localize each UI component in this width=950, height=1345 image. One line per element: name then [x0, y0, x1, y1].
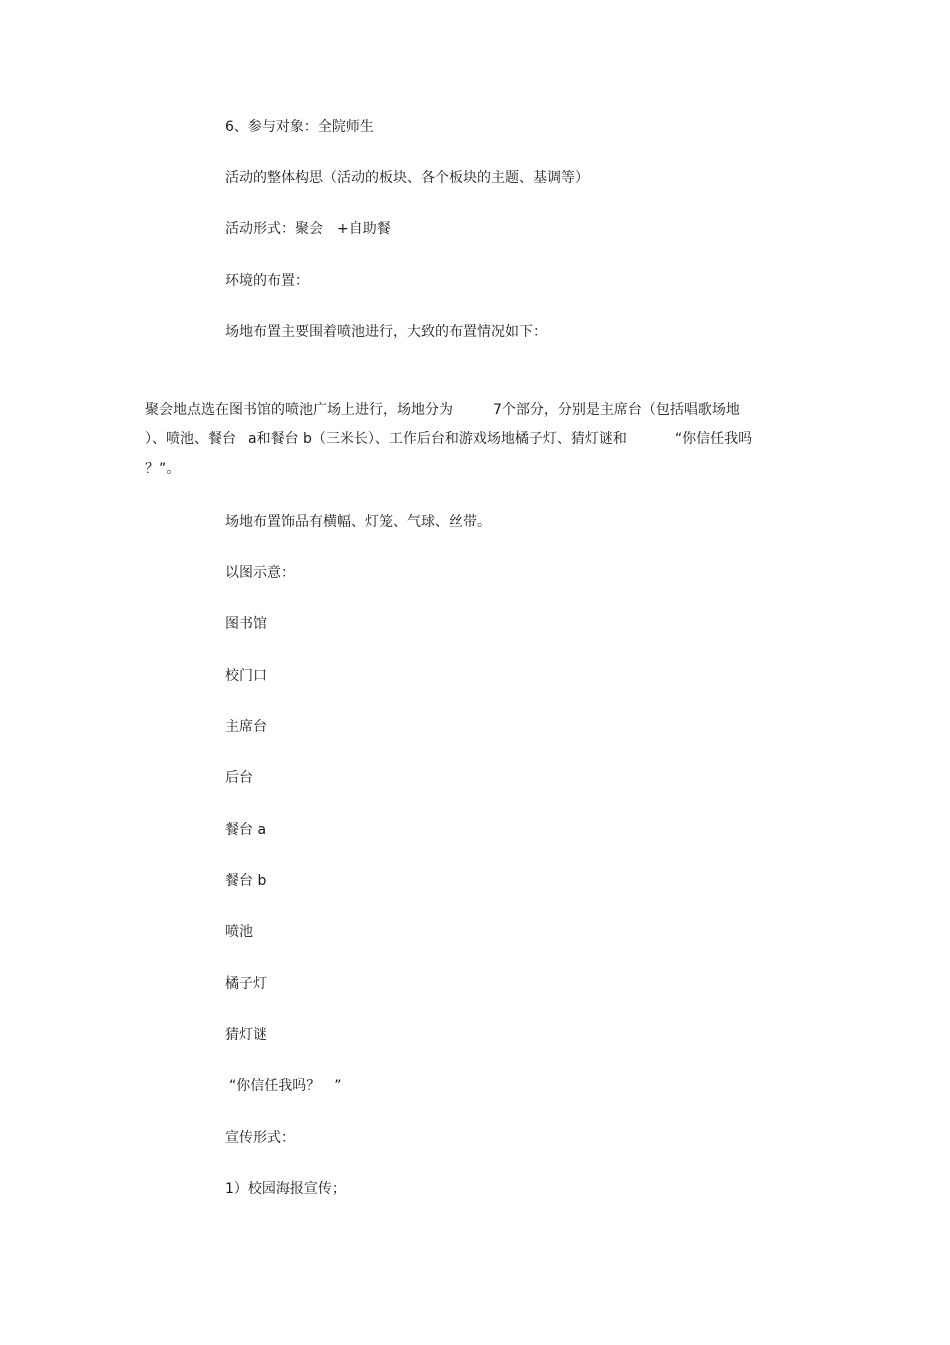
- activity-form-label: 活动形式：聚会: [225, 221, 323, 237]
- venue-text-1b: 7个部分，分别是主席台（包括唱歌场地: [493, 402, 740, 418]
- activity-form-line: [225, 219, 391, 239]
- diagram-item-orange-lamp: 橘子灯: [225, 976, 267, 992]
- promotion-item-1: 1）校园海报宣传；: [225, 1181, 346, 1197]
- diagram-item-fountain: 喷池: [225, 924, 253, 940]
- diagram-intro-line: 以图示意：: [225, 565, 295, 581]
- promotion-heading: 宣传形式：: [225, 1130, 295, 1146]
- venue-text-2c: “你信任我吗: [674, 431, 753, 447]
- diagram-item-dining-a: 餐台 a: [225, 822, 267, 838]
- diagram-item-main-stage: 主席台: [225, 719, 267, 735]
- activity-concept-line: 活动的整体构思（活动的板块、各个板块的主题、基调等）: [225, 170, 589, 186]
- venue-paragraph-line-1: [145, 400, 810, 420]
- diagram-item-school-gate: 校门口: [225, 668, 267, 684]
- diagram-item-dining-b: 餐台 b: [225, 873, 267, 889]
- environment-heading: 环境的布置：: [225, 273, 309, 289]
- diagram-item-backstage: 后台: [225, 770, 253, 786]
- diagram-item-trust-game: [229, 1076, 342, 1096]
- venue-text-1a: 聚会地点选在图书馆的喷池广场上进行，场地分为: [145, 402, 453, 418]
- diagram-item-lantern-riddles: 猜灯谜: [225, 1027, 267, 1043]
- layout-intro-line: 场地布置主要围着喷池进行，大致的布置情况如下：: [225, 324, 547, 340]
- venue-text-2b: a和餐台 b（三米长）、工作后台和游戏场地橘子灯、猜灯谜和: [248, 431, 627, 447]
- participants-line: 6、参与对象：全院师生: [225, 119, 374, 135]
- activity-form-extra: +自助餐: [337, 221, 391, 237]
- venue-paragraph-line-3: ？”。: [145, 461, 181, 477]
- diagram-item-library: 图书馆: [225, 616, 267, 632]
- trust-game-closing-quote: ”: [334, 1078, 342, 1094]
- venue-paragraph-line-2: [145, 429, 810, 449]
- trust-game-text: “你信任我吗？: [229, 1078, 321, 1094]
- decoration-line: 场地布置饰品有横幅、灯笼、气球、丝带。: [225, 514, 491, 530]
- venue-text-2a: ）、喷池、餐台: [145, 431, 236, 447]
